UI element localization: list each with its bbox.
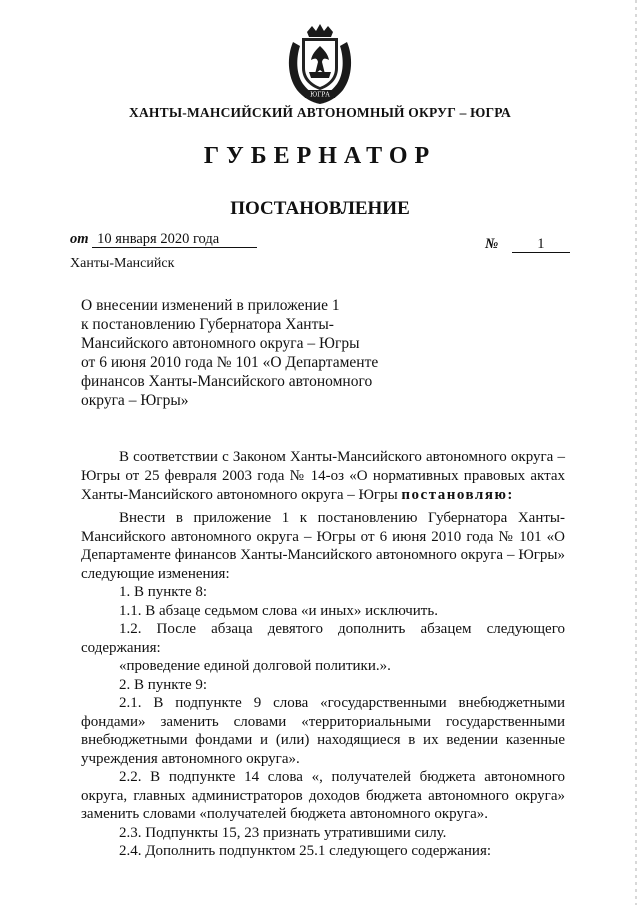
governor-title: ГУБЕРНАТОР xyxy=(203,143,437,169)
subject-line: Мансийского автономного округа – Югры xyxy=(81,335,360,352)
document-number: 1 xyxy=(512,236,570,253)
date-line xyxy=(70,231,257,248)
subject-line: финансов Ханты-Мансийского автономного xyxy=(81,373,373,390)
subject-line: округа – Югры» xyxy=(81,392,189,409)
paragraph: «проведение единой долговой политики.». xyxy=(119,658,391,674)
paragraph: 2.4. Дополнить подпунктом 25.1 следующего содержания: xyxy=(119,843,492,859)
paragraph: 2. В пункте 9: xyxy=(119,676,208,693)
city: Ханты-Мансийск xyxy=(70,256,175,271)
page-edge xyxy=(635,0,637,905)
region-name: ХАНТЫ-МАНСИЙСКИЙ АВТОНОМНЫЙ ОКРУГ – ЮГРА xyxy=(129,105,511,120)
document-subject xyxy=(81,296,411,410)
paragraph: 2.1. В подпункте 9 слова «государственными внебюджетными фондами» заменить словами «территориальными государственными внебюджетными фондами и (или) находящиеся в их ведении казенные учреждения автономного округа». xyxy=(81,695,565,767)
paragraph: 1.2. После абзаца девятого дополнить абзацем следующего содержания: xyxy=(81,621,565,656)
document-date: 10 января 2020 года xyxy=(92,231,257,248)
paragraph: Внести в приложение 1 к постановлению Губернатора Ханты-Мансийского автономного округа – Югры от 6 июня 2010 года № 101 «О Департаменте финансов Ханты-Мансийского автономного округа – Югры» следующие изменения: xyxy=(81,510,565,582)
paragraph: 1.1. В абзаце седьмом слова «и иных» исключить. xyxy=(119,602,438,619)
subject-line: к постановлению Губернатора Ханты- xyxy=(81,316,334,333)
subject-line: О внесении изменений в приложение 1 xyxy=(81,297,340,314)
subject-line: от 6 июня 2010 года № 101 «О Департаменте xyxy=(81,354,379,371)
document-type: ПОСТАНОВЛЕНИЕ xyxy=(230,198,410,219)
number-prefix: № xyxy=(485,236,499,252)
date-prefix: от xyxy=(70,231,89,247)
number-line xyxy=(485,236,570,253)
decree-body xyxy=(81,509,565,861)
preamble-text: В соответствии с Законом Ханты-Мансийского автономного округа – Югры от 25 февраля 2003 года № 14-оз «О нормативных правовых актах Ханты-Мансийского автономного округа – Югры xyxy=(81,449,565,503)
preamble xyxy=(81,448,565,505)
coat-of-arms-emblem xyxy=(285,24,355,106)
resolve-word: постановляю: xyxy=(401,487,514,503)
paragraph: 1. В пункте 8: xyxy=(119,584,208,600)
paragraph: 2.3. Подпункты 15, 23 признать утратившими силу. xyxy=(119,824,447,841)
emblem-caption: ЮГРА xyxy=(310,91,330,99)
paragraph: 2.2. В подпункте 14 слова «, получателей бюджета автономного округа, главных администраторов доходов бюджета автономного округа» заменить словами «получателей бюджета автономного округа». xyxy=(81,769,565,822)
